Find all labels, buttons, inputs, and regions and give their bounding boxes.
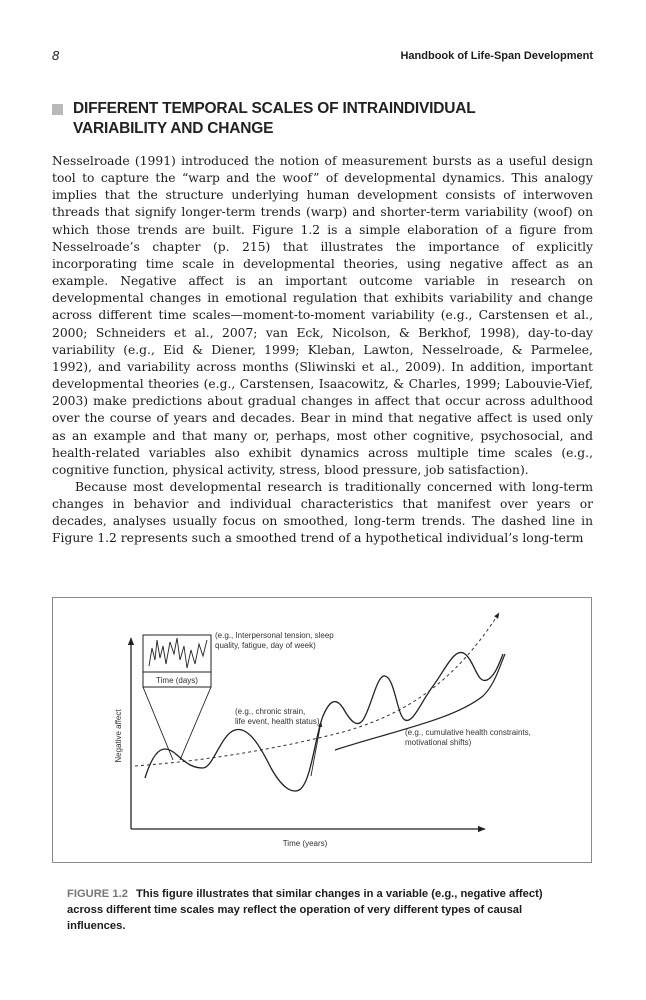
annotation-days-line-2: quality, fatigue, day of week) — [215, 641, 316, 650]
section-heading-text: DIFFERENT TEMPORAL SCALES OF INTRAINDIVIDUAL VARIABILITY AND CHANGE — [73, 100, 476, 137]
caption-label: FIGURE 1.2 — [67, 888, 128, 900]
running-head: Handbook of Life-Span Development — [400, 50, 593, 62]
annotation-months-arrow — [311, 722, 321, 776]
body-text — [52, 153, 593, 548]
y-axis-label: Negative affect — [114, 709, 123, 763]
x-axis-label: Time (years) — [282, 839, 328, 848]
annotation-months-line-1: (e.g., chronic strain, — [235, 707, 306, 716]
figure-caption — [67, 886, 557, 934]
inset-label: Time (days) — [156, 676, 198, 685]
section-heading — [52, 99, 572, 139]
paragraph: Nesselroade (1991) introduced the notion of measurement bursts as a useful design tool to capture the “warp and the woof” of developmental dynamics. This analogy implies that the structure underlying human development consists of interwoven threads that signify longer-term trends (warp) and shorter-term variability (woof) on which those trends are built. Figure 1.2 is a simple elaboration of a figure from Nesselroade’s chapter (p. 215) that illustrates the importance of explicitly incorporating time scale in developmental theories, using negative affect as an example. Negative affect is an important outcome variable in research on developmental changes in emotional regulation that exhibits variability and change across different time scales—moment-to-moment variability (e.g., Carstensen et al., 2000; Schneiders et al., 2007; van Eck, Nicolson, & Berkhof, 1998), day-to-day variability (e.g., Eid & Diener, 1999; Kleban, Lawton, Nesselroade, & Parmelee, 1992), and variability across months (Sliwinski et al., 2009). In addition, important developmental theories (e.g., Carstensen, Isaacowitz, & Charles, 1999; Labouvie-Vief, 2003) make predictions about gradual changes in affect that occur across adulthood over the course of years and decades. Bear in mind that negative affect is used only as an example and that many or, perhaps, most other cognitive, psychosocial, and health-related variables also exhibit dynamics across multiple time scales (e.g., cognitive function, physical activity, stress, blood pressure, job satisfaction). — [52, 154, 593, 477]
paragraph: Because most developmental research is traditionally concerned with long-term changes in behavior and individual characteristics that manifest over years or decades, analyses usually focus on smoothed, long-term trends. The dashed line in Figure 1.2 represents such a smoothed trend of a hypothetical individual’s long-term — [52, 479, 593, 546]
caption-text: This figure illustrates that similar changes in a variable (e.g., negative affect) across different time scales may reflect the operation of very different types of causal influences. — [67, 888, 543, 932]
figure-diagram — [53, 598, 593, 864]
figure — [52, 597, 592, 863]
annotation-years-line-2: motivational shifts) — [405, 738, 472, 747]
page-number: 8 — [52, 48, 60, 63]
zoom-line-left — [143, 687, 173, 760]
annotation-years-line-1: (e.g., cumulative health constraints, — [405, 728, 531, 737]
heading-square-icon — [52, 104, 63, 115]
zoom-line-right — [180, 687, 211, 760]
annotation-days-line-1: (e.g., Interpersonal tension, sleep — [215, 631, 334, 640]
annotation-months-line-2: life event, health status) — [235, 717, 320, 726]
